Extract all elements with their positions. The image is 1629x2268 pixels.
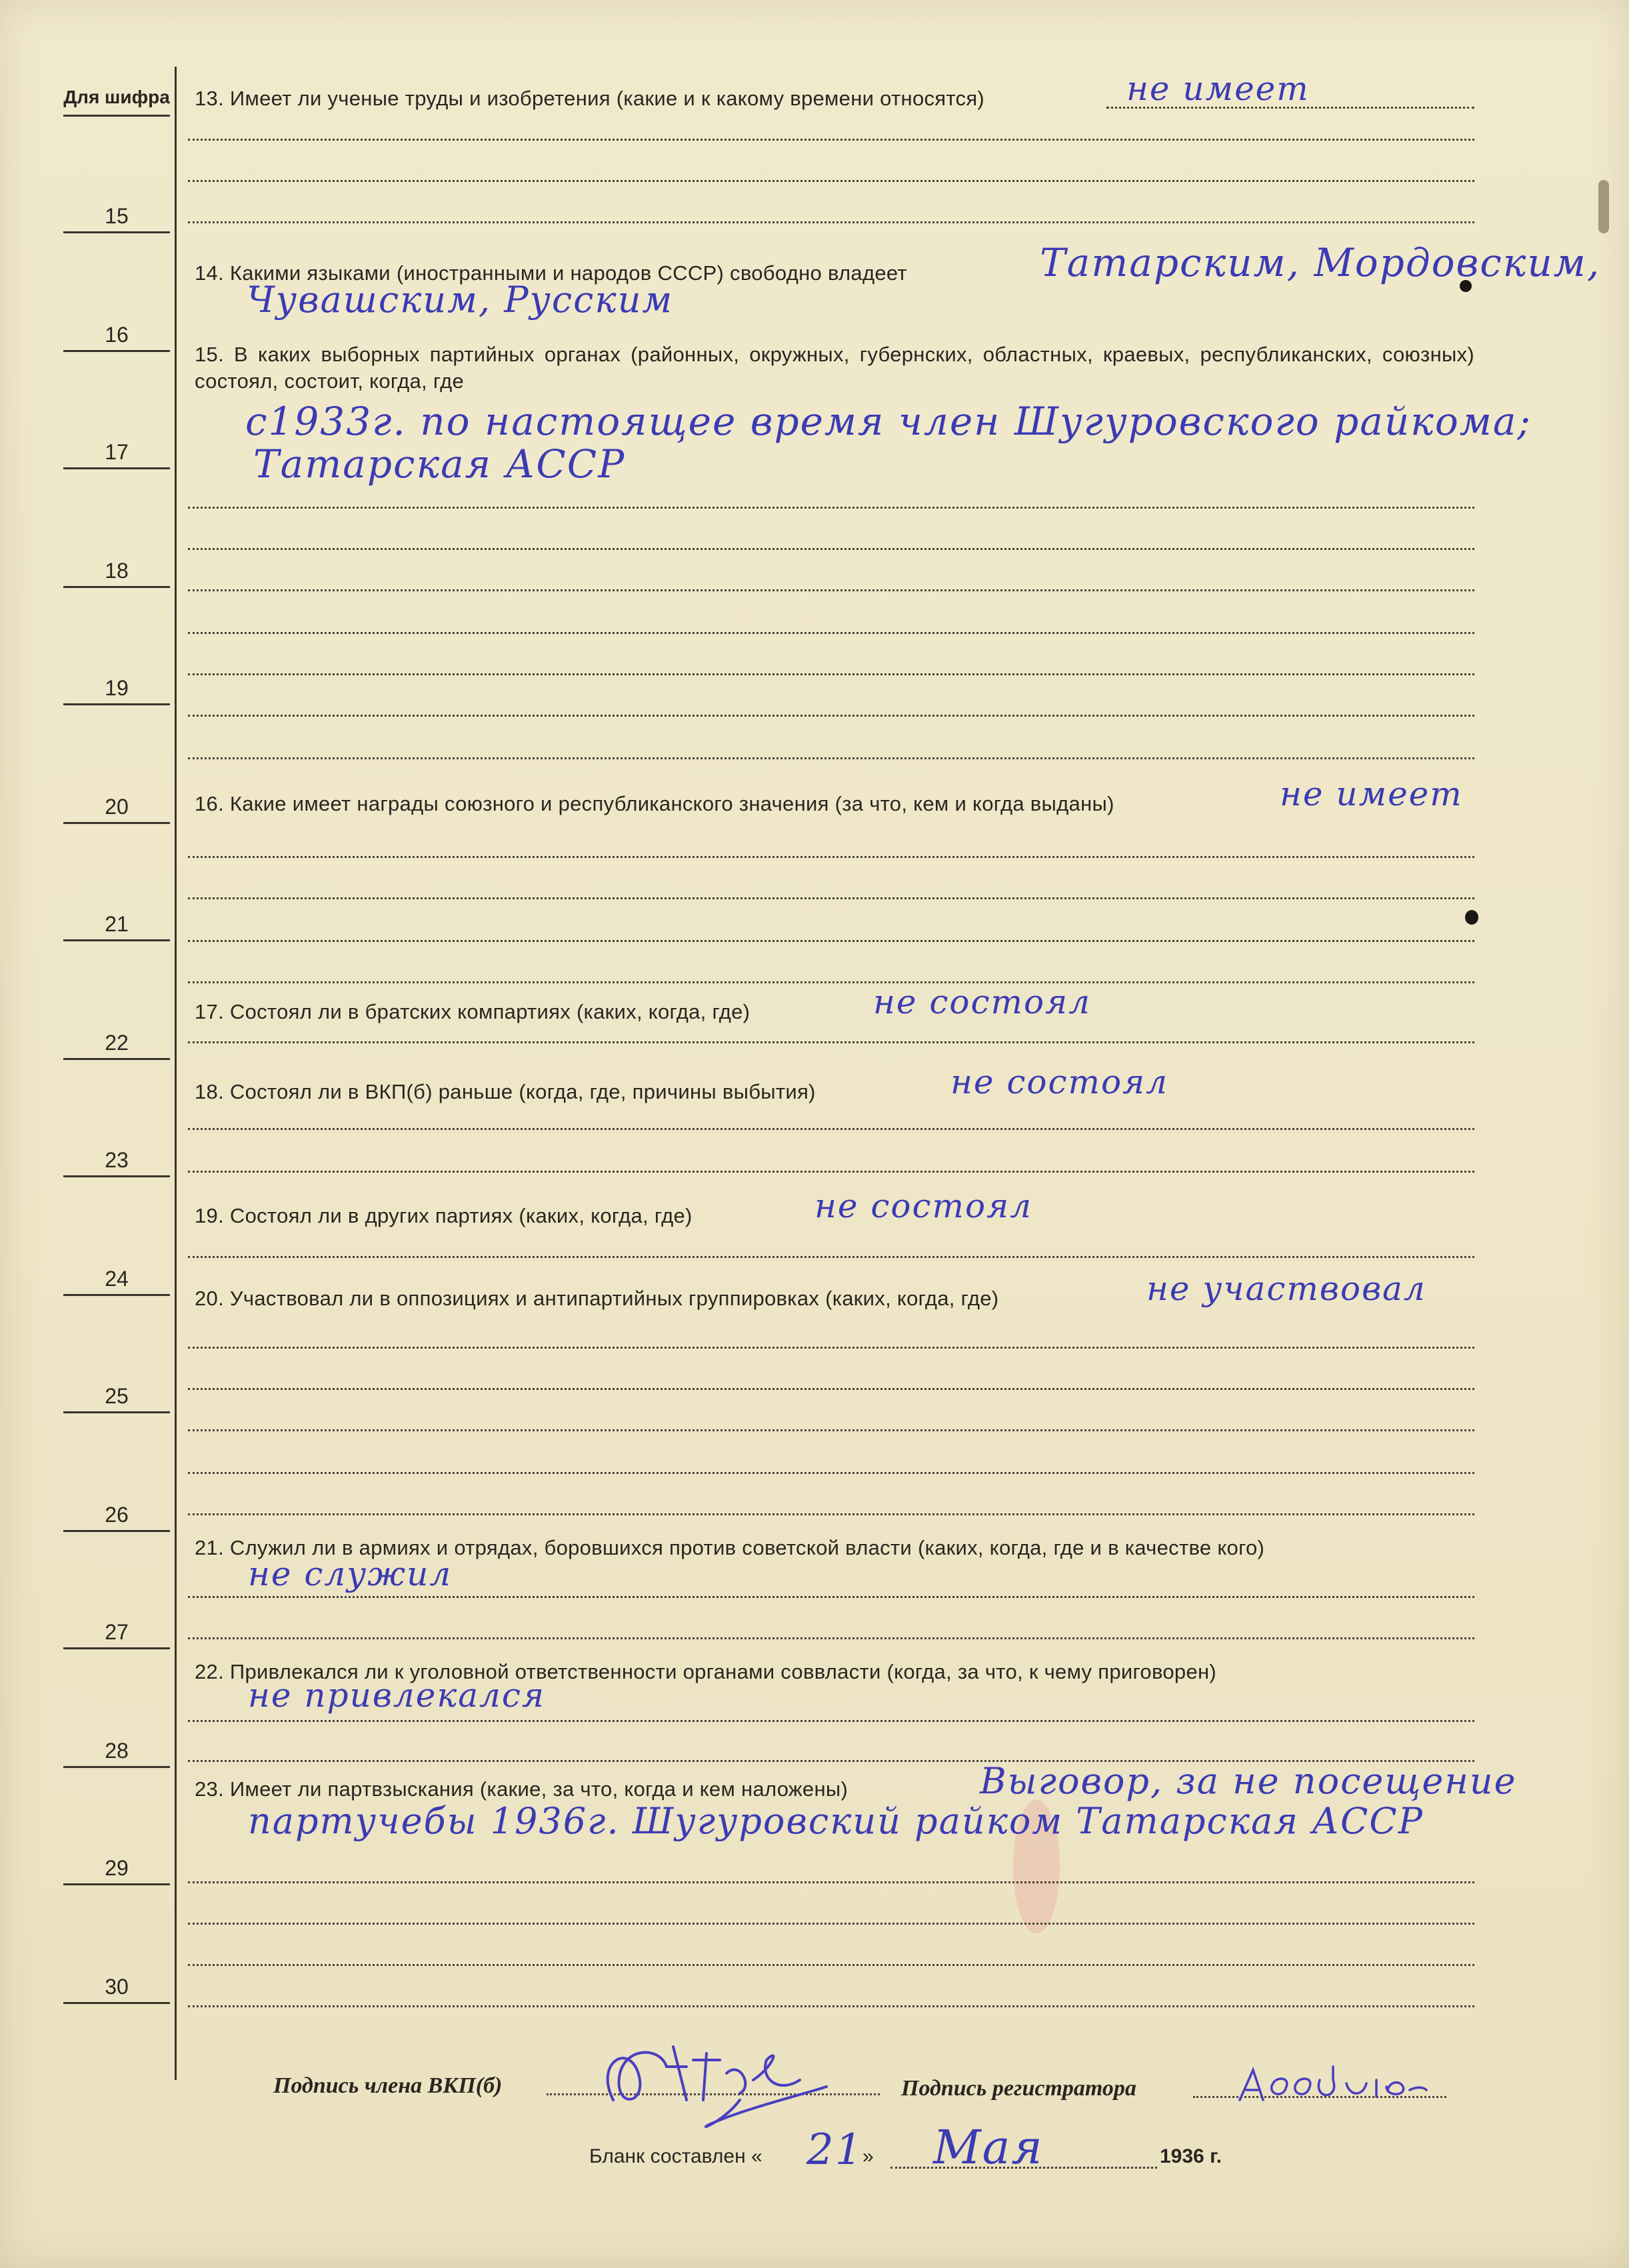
answer-line <box>188 673 1474 675</box>
answer-line <box>188 548 1474 550</box>
question-23: 23. Имеет ли партвзыскания (какие, за что, когда и кем наложены) <box>195 1777 848 1801</box>
margin-number: 15 <box>63 200 170 233</box>
answer-line <box>188 180 1474 182</box>
answer-13: не имеет <box>1126 69 1310 108</box>
answer-17: не состоял <box>873 983 1091 1021</box>
margin-number: 29 <box>63 1852 170 1885</box>
answer-line <box>188 507 1474 509</box>
answer-line <box>188 1128 1474 1130</box>
edge-mark <box>1598 180 1609 233</box>
question-15: 15. В каких выборных партийных органах (районных, окружных, губернских, областных, краевых, республиканских, союзных) состоял, состоит, когда, где <box>195 343 1474 393</box>
answer-19: не состоял <box>814 1187 1032 1225</box>
answer-line <box>188 856 1474 858</box>
margin-number: 18 <box>63 555 170 588</box>
answer-18: не состоял <box>950 1063 1168 1101</box>
cipher-column-header: Для шифра <box>63 87 170 117</box>
footer-month: Мая <box>933 2120 1044 2175</box>
ink-blot <box>1465 910 1478 925</box>
margin-number: 16 <box>63 319 170 352</box>
margin-number: 17 <box>63 436 170 469</box>
answer-15-line2: Татарская АССР <box>253 441 626 487</box>
answer-line <box>188 897 1474 899</box>
answer-16: не имеет <box>1280 775 1463 813</box>
footer-month-line <box>890 2167 1157 2169</box>
answer-line <box>188 632 1474 634</box>
answer-14-line2: Чувашским, Русским <box>247 279 674 321</box>
footer-day: 21 <box>807 2125 864 2175</box>
answer-line <box>188 139 1474 141</box>
answer-line <box>188 1256 1474 1258</box>
answer-line <box>1106 107 1474 109</box>
margin-number: 25 <box>63 1380 170 1413</box>
answer-line <box>188 1596 1474 1598</box>
answer-line <box>188 1720 1474 1722</box>
answer-line <box>188 1171 1474 1173</box>
answer-line <box>188 1513 1474 1515</box>
margin-number: 26 <box>63 1499 170 1532</box>
margin-number: 21 <box>63 908 170 941</box>
margin-number: 19 <box>63 672 170 705</box>
question-21: 21. Служил ли в армиях и отрядах, боровшихся против советской власти (каких, когда, где и в качестве кого) <box>195 1536 1265 1559</box>
margin-number: 22 <box>63 1027 170 1060</box>
question-22: 22. Привлекался ли к уголовной ответственности органами соввласти (когда, за что, к чему приговорен) <box>195 1660 1217 1683</box>
answer-20: не участвовал <box>1146 1269 1426 1308</box>
question-13: 13. Имеет ли ученые труды и изобретения (какие и к какому времени относятся) <box>195 87 985 110</box>
answer-line <box>188 715 1474 717</box>
answer-21: не служил <box>248 1555 453 1593</box>
question-19: 19. Состоял ли в других партиях (каких, когда, где) <box>195 1204 693 1227</box>
question-18: 18. Состоял ли в ВКП(б) раньше (когда, где, причины выбытия) <box>195 1080 816 1103</box>
member-signature-label: Подпись члена ВКП(б) <box>273 2073 503 2098</box>
question-16: 16. Какие имеет награды союзного и республиканского значения (за что, кем и когда выданы) <box>195 792 1114 815</box>
question-20: 20. Участвовал ли в оппозициях и антипартийных группировках (каких, когда, где) <box>195 1287 999 1310</box>
margin-number: 23 <box>63 1144 170 1177</box>
answer-line <box>188 1637 1474 1639</box>
answer-line <box>188 221 1474 223</box>
footer-middle: » <box>862 2145 874 2167</box>
margin-number: 20 <box>63 791 170 824</box>
answer-line <box>188 1923 1474 1925</box>
margin-vertical-line <box>175 67 177 2080</box>
answer-23-line1: Выговор, за не посещение <box>980 1760 1517 1802</box>
footer-year: 1936 г. <box>1160 2145 1222 2167</box>
answer-15-line1: с1933г. по настоящее время член Шугуровского райкома; <box>245 399 1532 444</box>
answer-line <box>188 1388 1474 1390</box>
answer-line <box>188 757 1474 759</box>
margin-number: 27 <box>63 1616 170 1649</box>
answer-23-line2: партучебы 1936г. Шугуровский райком Татарская АССР <box>248 1800 1424 1842</box>
margin-number: 28 <box>63 1735 170 1768</box>
answer-line <box>188 1472 1474 1474</box>
member-signature-icon <box>587 2020 866 2140</box>
answer-line <box>188 1881 1474 1883</box>
answer-line <box>188 2005 1474 2007</box>
answer-line <box>188 1964 1474 1966</box>
question-14: 14. Какими языками (иностранными и народов СССР) свободно владеет <box>195 261 907 285</box>
registrar-signature-label: Подпись регистратора <box>901 2076 1136 2101</box>
margin-number: 30 <box>63 1971 170 2004</box>
answer-22: не привлекался <box>248 1676 545 1715</box>
answer-line <box>188 1347 1474 1349</box>
registrar-signature-icon <box>1233 2060 1433 2113</box>
margin-number: 24 <box>63 1263 170 1296</box>
answer-line <box>188 940 1474 942</box>
answer-14-line1: Татарским, Мордовским, <box>1040 240 1601 285</box>
answer-line <box>188 589 1474 591</box>
answer-line <box>188 1429 1474 1431</box>
footer-prefix: Бланк составлен « <box>589 2145 763 2167</box>
answer-line <box>188 1041 1474 1043</box>
answer-line <box>188 981 1474 983</box>
question-17: 17. Состоял ли в братских компартиях (каких, когда, где) <box>195 1000 751 1023</box>
